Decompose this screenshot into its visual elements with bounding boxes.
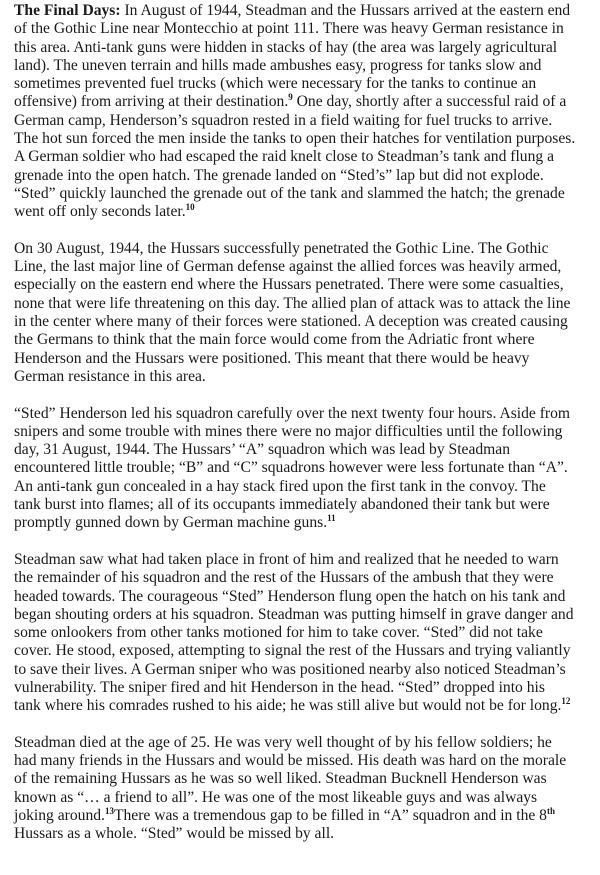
text-segment: offensive) from arriving at their destination. bbox=[14, 93, 289, 111]
text-line bbox=[14, 825, 594, 843]
paragraph bbox=[14, 734, 594, 844]
text-line bbox=[14, 770, 594, 788]
text-segment: An anti-tank gun concealed in a hay stack fired upon the first tank in the convoy. The bbox=[14, 477, 546, 495]
text-line bbox=[14, 679, 594, 697]
text-segment: tank where his comrades rushed to his aide; he was still alive but would not be for long. bbox=[14, 697, 562, 715]
text-segment: Line, the last major line of German defense against the allied forces was heavily armed, bbox=[14, 258, 562, 276]
paragraph bbox=[14, 2, 594, 222]
text-line bbox=[14, 258, 594, 276]
text-line bbox=[14, 752, 594, 770]
text-line bbox=[14, 350, 594, 368]
text-segment: “Sted” quickly launched the grenade out of the tank and slammed the hatch; the grenade bbox=[14, 184, 565, 202]
text-segment: had many friends in the Hussars and would be missed. His death was hard on the morale bbox=[14, 752, 567, 770]
text-segment: grenade into the open hatch. The grenade landed on “Sted’s” lap but did not explode. bbox=[14, 166, 544, 184]
text-line bbox=[14, 423, 594, 441]
text-line bbox=[14, 496, 594, 514]
text-segment: of the remaining Hussars as he was so well liked. Steadman Bucknell Henderson was bbox=[14, 770, 547, 788]
footnote-marker: 9 bbox=[288, 92, 293, 103]
text-line bbox=[14, 93, 594, 111]
text-segment: none that were life threatening on this day. The allied plan of attack was to attack the line bbox=[14, 294, 571, 312]
text-segment: especially on the eastern end where the Hussars penetrated. There were some casualties, bbox=[14, 276, 564, 294]
text-line bbox=[14, 112, 594, 130]
text-line bbox=[14, 130, 594, 148]
text-segment: Steadman died at the age of 25. He was very well thought of by his fellow soldiers; he bbox=[14, 733, 552, 751]
text-line bbox=[14, 459, 594, 477]
paragraph bbox=[14, 405, 594, 533]
text-segment: The hot sun forced the men inside the tanks to open their hatches for ventilation purposes. bbox=[14, 130, 576, 148]
paragraph bbox=[14, 240, 594, 386]
text-segment: land). The uneven terrain and hills made ambushes easy, progress for tanks slow and bbox=[14, 56, 542, 74]
footnote-marker: 13 bbox=[104, 806, 114, 817]
text-segment: One day, shortly after a successful raid of a bbox=[292, 93, 567, 111]
text-line bbox=[14, 624, 594, 642]
text-segment: German resistance in this area. bbox=[14, 367, 206, 385]
document-body bbox=[14, 2, 594, 862]
text-segment: Hussars as a whole. “Sted” would be missed by all. bbox=[14, 825, 335, 843]
text-segment: joking around. bbox=[14, 807, 105, 825]
footnote-marker: th bbox=[546, 806, 555, 817]
text-segment: encountered little trouble; “B” and “C” squadrons however were less fortunate than “A”. bbox=[14, 459, 568, 477]
text-segment: There was a tremendous gap to be filled in “A” squadron and in the 8 bbox=[113, 807, 547, 825]
text-line bbox=[14, 276, 594, 294]
text-segment: day, 31 August, 1944. The Hussars’ “A” squadron which was lead by Steadman bbox=[14, 441, 511, 459]
text-line bbox=[14, 551, 594, 569]
text-line bbox=[14, 313, 594, 331]
footnote-marker: 11 bbox=[327, 513, 336, 524]
text-segment: began shouting orders at his squadron. Steadman was putting himself in grave danger and bbox=[14, 605, 574, 623]
text-segment: promptly gunned down by German machine guns. bbox=[14, 514, 328, 532]
text-segment: A German soldier who had escaped the raid knelt close to Steadman’s tank and flung a bbox=[14, 148, 554, 166]
text-segment: of the Gothic Line near Montecchio at point 111. There was heavy German resistance in bbox=[14, 20, 564, 38]
text-line bbox=[14, 295, 594, 313]
text-line bbox=[14, 642, 594, 660]
text-segment: this area. Anti-tank guns were hidden in stacks of hay (the area was largely agricultural bbox=[14, 38, 558, 56]
text-line bbox=[14, 789, 594, 807]
text-segment: Steadman saw what had taken place in front of him and realized that he needed to warn bbox=[14, 550, 559, 568]
text-segment: Henderson and the Hussars were positioned. This meant that there would be heavy bbox=[14, 349, 530, 367]
footnote-marker: 10 bbox=[185, 202, 195, 213]
text-line bbox=[14, 514, 594, 532]
footnote-marker: 12 bbox=[561, 696, 571, 707]
text-line bbox=[14, 405, 594, 423]
text-line bbox=[14, 569, 594, 587]
text-segment: the Germans to think that the main force would come from the Adriatic front where bbox=[14, 331, 535, 349]
text-segment: German camp, Henderson’s squadron rested in a field waiting for fuel trucks to arrive. bbox=[14, 111, 553, 129]
text-segment: tank burst into flames; all of its occupants immediately abandoned their tank but were bbox=[14, 496, 550, 514]
paragraph bbox=[14, 551, 594, 716]
text-line bbox=[14, 20, 594, 38]
text-line bbox=[14, 57, 594, 75]
text-segment: On 30 August, 1944, the Hussars successfully penetrated the Gothic Line. The Gothic bbox=[14, 239, 549, 257]
text-line bbox=[14, 240, 594, 258]
text-segment: snipers and some trouble with mines there were no major difficulties until the following bbox=[14, 422, 563, 440]
text-line bbox=[14, 661, 594, 679]
text-line bbox=[14, 75, 594, 93]
text-line bbox=[14, 697, 594, 715]
text-segment: sometimes prevented fuel trucks (which were necessary for the tanks to continue an bbox=[14, 75, 537, 93]
text-segment: to save their lives. A German sniper who was positioned nearby also noticed Steadman’s bbox=[14, 660, 566, 678]
text-line bbox=[14, 148, 594, 166]
text-segment: some onlookers from other tanks motioned for him to take cover. “Sted” did not take bbox=[14, 624, 543, 642]
text-line bbox=[14, 368, 594, 386]
text-line bbox=[14, 807, 594, 825]
text-line bbox=[14, 39, 594, 57]
text-segment: the remainder of his squadron and the rest of the Hussars of the ambush that they were bbox=[14, 569, 554, 587]
text-line bbox=[14, 203, 594, 221]
text-segment: vulnerability. The sniper fired and hit Henderson in the head. “Sted” dropped into his bbox=[14, 678, 545, 696]
text-segment: cover. He stood, exposed, attempting to signal the rest of the Hussars and trying valiantly bbox=[14, 642, 571, 660]
text-line bbox=[14, 331, 594, 349]
text-line bbox=[14, 167, 594, 185]
text-segment: In August of 1944, Steadman and the Hussars arrived at the eastern end bbox=[120, 2, 571, 19]
text-segment: “Sted” Henderson led his squadron carefully over the next twenty four hours. Aside from bbox=[14, 404, 571, 422]
text-line bbox=[14, 478, 594, 496]
text-line bbox=[14, 185, 594, 203]
text-line bbox=[14, 734, 594, 752]
text-line bbox=[14, 2, 594, 20]
text-segment: in the center where many of their forces were stationed. A deception was created causing bbox=[14, 313, 568, 331]
section-heading: The Final Days: bbox=[14, 2, 121, 19]
text-line bbox=[14, 606, 594, 624]
text-segment: headed towards. The courageous “Sted” Henderson flung open the hatch on his tank and bbox=[14, 587, 566, 605]
text-segment: known as “… a friend to all”. He was one of the most likeable guys and was always bbox=[14, 788, 538, 806]
text-segment: went off only seconds later. bbox=[14, 203, 186, 221]
text-line bbox=[14, 441, 594, 459]
text-line bbox=[14, 588, 594, 606]
